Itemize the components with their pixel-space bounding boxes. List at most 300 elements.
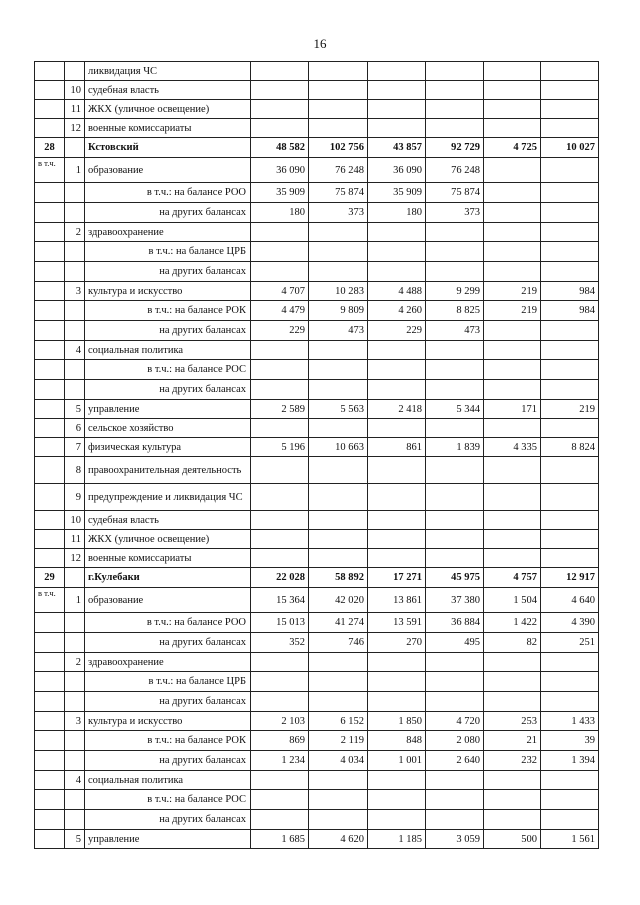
row-group-cell	[35, 712, 65, 731]
value-cell: 352	[251, 633, 309, 653]
value-cell	[541, 183, 599, 203]
value-cell	[541, 360, 599, 380]
item-name-cell: на других балансах	[85, 633, 251, 653]
value-cell: 270	[368, 633, 426, 653]
row-group-cell	[35, 183, 65, 203]
value-cell	[541, 81, 599, 100]
value-cell	[426, 419, 484, 438]
table-row	[35, 100, 599, 119]
item-name-cell: ЖКХ (уличное освещение)	[85, 530, 251, 549]
item-number-cell: 2	[65, 653, 85, 672]
item-number-cell	[65, 360, 85, 380]
value-cell: 8 824	[541, 438, 599, 457]
value-cell: 13 591	[368, 613, 426, 633]
table-row	[35, 438, 599, 457]
value-cell	[484, 183, 541, 203]
value-cell: 5 563	[309, 400, 368, 419]
value-cell: 500	[484, 830, 541, 849]
item-number-cell: 3	[65, 712, 85, 731]
item-name-cell: в т.ч.: на балансе ЦРБ	[85, 242, 251, 262]
value-cell: 35 909	[251, 183, 309, 203]
value-cell	[484, 81, 541, 100]
value-cell	[309, 549, 368, 568]
value-cell: 180	[251, 203, 309, 223]
row-group-cell: 29	[35, 568, 65, 588]
value-cell: 36 090	[368, 158, 426, 183]
row-group-cell	[35, 830, 65, 849]
value-cell: 232	[484, 751, 541, 771]
table-row	[35, 158, 599, 183]
value-cell: 1 433	[541, 712, 599, 731]
row-group-cell: в т.ч.	[35, 588, 65, 613]
item-number-cell: 2	[65, 223, 85, 242]
value-cell	[541, 549, 599, 568]
table-row	[35, 810, 599, 830]
value-cell	[251, 672, 309, 692]
value-cell	[368, 692, 426, 712]
value-cell	[426, 380, 484, 400]
item-name-cell: в т.ч.: на балансе РОС	[85, 360, 251, 380]
value-cell: 1 839	[426, 438, 484, 457]
value-cell	[309, 653, 368, 672]
value-cell: 76 248	[309, 158, 368, 183]
value-cell	[541, 790, 599, 810]
value-cell: 4 707	[251, 282, 309, 301]
item-number-cell: 5	[65, 830, 85, 849]
value-cell	[309, 262, 368, 282]
value-cell	[426, 242, 484, 262]
value-cell	[541, 672, 599, 692]
value-cell: 2 589	[251, 400, 309, 419]
item-number-cell	[65, 613, 85, 633]
value-cell	[541, 62, 599, 81]
value-cell: 75 874	[309, 183, 368, 203]
value-cell	[368, 360, 426, 380]
value-cell: 4 720	[426, 712, 484, 731]
value-cell	[368, 511, 426, 530]
value-cell	[309, 457, 368, 484]
value-cell: 36 090	[251, 158, 309, 183]
item-number-cell: 10	[65, 511, 85, 530]
value-cell: 180	[368, 203, 426, 223]
item-number-cell: 7	[65, 438, 85, 457]
value-cell: 1 850	[368, 712, 426, 731]
item-number-cell	[65, 790, 85, 810]
row-group-cell	[35, 751, 65, 771]
value-cell	[251, 419, 309, 438]
value-cell: 15 013	[251, 613, 309, 633]
row-group-cell	[35, 810, 65, 830]
value-cell: 41 274	[309, 613, 368, 633]
item-name-cell: ликвидация ЧС	[85, 62, 251, 81]
item-number-cell	[65, 731, 85, 751]
value-cell: 229	[368, 321, 426, 341]
value-cell	[484, 549, 541, 568]
item-name-cell: в т.ч.: на балансе РОК	[85, 731, 251, 751]
item-name-cell: г.Кулебаки	[85, 568, 251, 588]
item-name-cell: в т.ч.: на балансе РОО	[85, 183, 251, 203]
value-cell	[426, 790, 484, 810]
value-cell	[251, 511, 309, 530]
value-cell: 495	[426, 633, 484, 653]
value-cell	[541, 692, 599, 712]
row-group-cell	[35, 62, 65, 81]
value-cell: 251	[541, 633, 599, 653]
value-cell	[368, 530, 426, 549]
item-name-cell: сельское хозяйство	[85, 419, 251, 438]
item-name-cell: военные комиссариаты	[85, 549, 251, 568]
table-row	[35, 771, 599, 790]
item-name-cell: на других балансах	[85, 810, 251, 830]
row-group-cell	[35, 511, 65, 530]
row-group-cell	[35, 282, 65, 301]
value-cell	[251, 484, 309, 511]
table-row	[35, 301, 599, 321]
value-cell: 39	[541, 731, 599, 751]
value-cell: 1 394	[541, 751, 599, 771]
value-cell	[426, 672, 484, 692]
table-row	[35, 341, 599, 360]
value-cell	[309, 242, 368, 262]
value-cell	[368, 653, 426, 672]
value-cell	[368, 242, 426, 262]
value-cell	[484, 119, 541, 138]
value-cell	[368, 380, 426, 400]
value-cell: 473	[426, 321, 484, 341]
value-cell	[251, 380, 309, 400]
value-cell: 373	[309, 203, 368, 223]
item-name-cell: физическая культура	[85, 438, 251, 457]
value-cell	[251, 653, 309, 672]
table-row	[35, 419, 599, 438]
value-cell	[309, 672, 368, 692]
row-group-cell	[35, 549, 65, 568]
value-cell	[484, 511, 541, 530]
table-row	[35, 511, 599, 530]
value-cell	[541, 511, 599, 530]
table-row	[35, 751, 599, 771]
row-group-cell	[35, 633, 65, 653]
row-group-cell	[35, 613, 65, 633]
value-cell: 1 561	[541, 830, 599, 849]
value-cell	[251, 341, 309, 360]
row-group-cell	[35, 484, 65, 511]
value-cell	[426, 341, 484, 360]
value-cell	[426, 100, 484, 119]
item-name-cell: культура и искусство	[85, 712, 251, 731]
value-cell: 373	[426, 203, 484, 223]
value-cell	[541, 321, 599, 341]
value-cell: 35 909	[368, 183, 426, 203]
district-row	[35, 138, 599, 158]
value-cell: 6 152	[309, 712, 368, 731]
value-cell: 219	[484, 282, 541, 301]
item-number-cell	[65, 633, 85, 653]
row-group-cell	[35, 692, 65, 712]
value-cell	[484, 653, 541, 672]
row-group-cell	[35, 321, 65, 341]
item-name-cell: военные комиссариаты	[85, 119, 251, 138]
table-row	[35, 457, 599, 484]
row-group-cell	[35, 119, 65, 138]
value-cell	[541, 119, 599, 138]
item-number-cell: 10	[65, 81, 85, 100]
value-cell	[309, 380, 368, 400]
item-name-cell: образование	[85, 158, 251, 183]
row-group-cell	[35, 100, 65, 119]
value-cell: 984	[541, 282, 599, 301]
row-group-cell	[35, 419, 65, 438]
item-number-cell: 5	[65, 400, 85, 419]
value-cell	[368, 457, 426, 484]
value-cell	[484, 223, 541, 242]
table-row	[35, 183, 599, 203]
item-name-cell: на других балансах	[85, 203, 251, 223]
value-cell: 82	[484, 633, 541, 653]
item-number-cell	[65, 751, 85, 771]
value-cell	[251, 360, 309, 380]
value-cell: 4 390	[541, 613, 599, 633]
value-cell	[541, 341, 599, 360]
item-number-cell	[65, 262, 85, 282]
item-name-cell: образование	[85, 588, 251, 613]
value-cell	[426, 484, 484, 511]
table-row	[35, 692, 599, 712]
value-cell: 21	[484, 731, 541, 751]
value-cell	[309, 484, 368, 511]
value-cell: 746	[309, 633, 368, 653]
item-number-cell: 12	[65, 549, 85, 568]
value-cell	[309, 341, 368, 360]
row-group-cell	[35, 380, 65, 400]
value-cell: 4 725	[484, 138, 541, 158]
value-cell	[368, 790, 426, 810]
value-cell: 2 119	[309, 731, 368, 751]
value-cell	[309, 692, 368, 712]
item-number-cell	[65, 301, 85, 321]
row-group-cell: в т.ч.	[35, 158, 65, 183]
table-row	[35, 672, 599, 692]
table-row	[35, 484, 599, 511]
value-cell: 75 874	[426, 183, 484, 203]
item-name-cell: Кстовский	[85, 138, 251, 158]
row-group-cell	[35, 771, 65, 790]
value-cell: 229	[251, 321, 309, 341]
row-group-cell	[35, 341, 65, 360]
table-row	[35, 81, 599, 100]
value-cell	[426, 530, 484, 549]
value-cell	[541, 810, 599, 830]
table-row	[35, 282, 599, 301]
row-group-cell	[35, 790, 65, 810]
value-cell	[251, 771, 309, 790]
value-cell	[368, 262, 426, 282]
value-cell: 10 663	[309, 438, 368, 457]
value-cell: 4 260	[368, 301, 426, 321]
table-row	[35, 242, 599, 262]
item-name-cell: на других балансах	[85, 692, 251, 712]
value-cell: 1 504	[484, 588, 541, 613]
item-name-cell: на других балансах	[85, 751, 251, 771]
item-number-cell: 4	[65, 341, 85, 360]
value-cell	[368, 549, 426, 568]
value-cell	[251, 81, 309, 100]
table-row	[35, 790, 599, 810]
value-cell	[309, 62, 368, 81]
value-cell	[426, 62, 484, 81]
value-cell	[309, 119, 368, 138]
value-cell	[251, 692, 309, 712]
district-row	[35, 568, 599, 588]
value-cell: 22 028	[251, 568, 309, 588]
value-cell	[541, 262, 599, 282]
row-group-cell	[35, 438, 65, 457]
value-cell: 36 884	[426, 613, 484, 633]
value-cell	[368, 810, 426, 830]
item-name-cell: предупреждение и ликвидация ЧС	[85, 484, 251, 511]
value-cell: 1 234	[251, 751, 309, 771]
value-cell	[484, 321, 541, 341]
value-cell: 4 335	[484, 438, 541, 457]
table-row	[35, 633, 599, 653]
value-cell	[309, 530, 368, 549]
value-cell	[484, 62, 541, 81]
value-cell: 4 479	[251, 301, 309, 321]
value-cell	[541, 203, 599, 223]
value-cell	[426, 511, 484, 530]
value-cell	[251, 223, 309, 242]
value-cell: 1 185	[368, 830, 426, 849]
value-cell: 253	[484, 712, 541, 731]
value-cell	[484, 810, 541, 830]
row-group-cell	[35, 653, 65, 672]
value-cell	[426, 81, 484, 100]
value-cell	[484, 457, 541, 484]
value-cell	[541, 158, 599, 183]
value-cell	[309, 511, 368, 530]
value-cell	[251, 262, 309, 282]
table-row	[35, 712, 599, 731]
page-number: 16	[313, 36, 327, 51]
value-cell	[484, 203, 541, 223]
value-cell	[426, 223, 484, 242]
value-cell	[251, 810, 309, 830]
table-row	[35, 830, 599, 849]
value-cell	[309, 81, 368, 100]
row-group-cell	[35, 672, 65, 692]
value-cell: 15 364	[251, 588, 309, 613]
value-cell: 5 196	[251, 438, 309, 457]
value-cell	[484, 242, 541, 262]
value-cell	[251, 119, 309, 138]
item-name-cell: управление	[85, 830, 251, 849]
row-group-cell	[35, 223, 65, 242]
value-cell	[541, 771, 599, 790]
value-cell: 2 418	[368, 400, 426, 419]
item-number-cell	[65, 568, 85, 588]
table-row	[35, 223, 599, 242]
value-cell	[541, 223, 599, 242]
value-cell: 4 640	[541, 588, 599, 613]
value-cell: 37 380	[426, 588, 484, 613]
value-cell	[251, 62, 309, 81]
value-cell	[251, 242, 309, 262]
value-cell	[484, 341, 541, 360]
value-cell: 1 422	[484, 613, 541, 633]
row-group-cell	[35, 400, 65, 419]
value-cell: 171	[484, 400, 541, 419]
value-cell: 76 248	[426, 158, 484, 183]
item-number-cell	[65, 692, 85, 712]
value-cell: 219	[541, 400, 599, 419]
item-number-cell	[65, 380, 85, 400]
value-cell: 219	[484, 301, 541, 321]
item-number-cell: 9	[65, 484, 85, 511]
value-cell: 473	[309, 321, 368, 341]
item-number-cell	[65, 242, 85, 262]
value-cell: 48 582	[251, 138, 309, 158]
value-cell	[484, 100, 541, 119]
item-name-cell: в т.ч.: на балансе ЦРБ	[85, 672, 251, 692]
value-cell: 42 020	[309, 588, 368, 613]
table-row	[35, 588, 599, 613]
value-cell	[484, 790, 541, 810]
item-name-cell: социальная политика	[85, 771, 251, 790]
row-group-cell	[35, 262, 65, 282]
row-group-cell	[35, 242, 65, 262]
value-cell: 9 809	[309, 301, 368, 321]
value-cell: 869	[251, 731, 309, 751]
value-cell	[426, 549, 484, 568]
value-cell	[309, 360, 368, 380]
value-cell: 3 059	[426, 830, 484, 849]
item-number-cell: 3	[65, 282, 85, 301]
item-number-cell	[65, 203, 85, 223]
value-cell	[541, 484, 599, 511]
value-cell: 43 857	[368, 138, 426, 158]
item-name-cell: правоохранительная деятельность	[85, 457, 251, 484]
table-row	[35, 203, 599, 223]
value-cell: 2 080	[426, 731, 484, 751]
value-cell	[484, 484, 541, 511]
item-name-cell: здравоохранение	[85, 223, 251, 242]
value-cell	[484, 419, 541, 438]
item-name-cell: в т.ч.: на балансе РОО	[85, 613, 251, 633]
row-group-cell	[35, 301, 65, 321]
table-row	[35, 653, 599, 672]
value-cell: 4 620	[309, 830, 368, 849]
value-cell	[251, 100, 309, 119]
value-cell	[426, 262, 484, 282]
value-cell	[368, 119, 426, 138]
value-cell	[541, 419, 599, 438]
item-number-cell	[65, 138, 85, 158]
value-cell	[368, 100, 426, 119]
item-name-cell: здравоохранение	[85, 653, 251, 672]
value-cell	[426, 119, 484, 138]
value-cell: 5 344	[426, 400, 484, 419]
value-cell	[484, 380, 541, 400]
value-cell	[426, 653, 484, 672]
value-cell	[484, 672, 541, 692]
value-cell	[484, 771, 541, 790]
value-cell	[426, 771, 484, 790]
value-cell	[484, 692, 541, 712]
value-cell	[484, 360, 541, 380]
item-name-cell: судебная власть	[85, 511, 251, 530]
table-row	[35, 119, 599, 138]
table-row	[35, 62, 599, 81]
